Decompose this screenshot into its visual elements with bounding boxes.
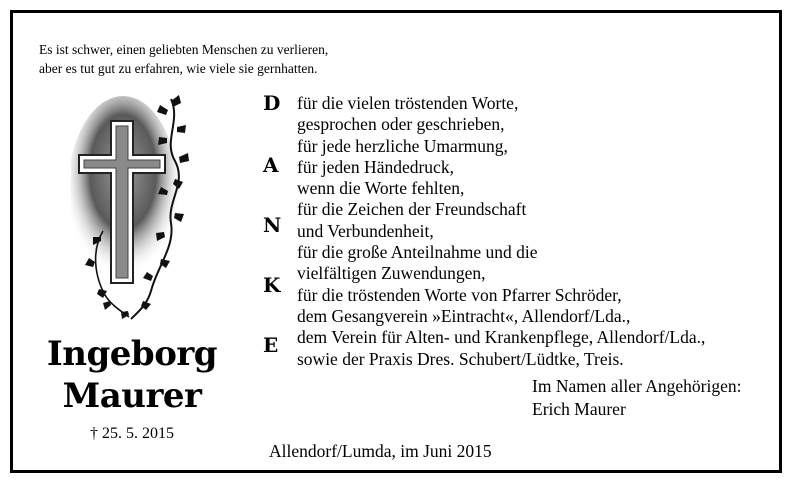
thanks-line: für die Zeichen der Freundschaft: [297, 199, 527, 220]
thanks-line: sowie der Praxis Dres. Schubert/Lüdtke, Treis.: [297, 348, 624, 369]
signature-block: [532, 375, 741, 421]
thanks-line: für die große Anteilnahme und die: [297, 242, 538, 263]
thanks-line: dem Gesangverein »Eintracht«, Allendorf/Lda.,: [297, 305, 631, 326]
danke-letter: D: [263, 91, 281, 115]
intro-quote: [39, 40, 328, 78]
thanks-line: vielfältigen Zuwendungen,: [297, 263, 486, 284]
thanks-line: dem Verein für Alten- und Krankenpflege, Allendorf/Lda.,: [297, 327, 706, 348]
thanks-line: für die tröstenden Worte von Pfarrer Schröder,: [297, 284, 622, 305]
danke-letter: K: [263, 273, 281, 297]
thanks-line: für die vielen tröstenden Worte,: [297, 93, 519, 113]
death-date: † 25. 5. 2015: [90, 425, 174, 442]
place-date: Allendorf/Lumda, im Juni 2015: [269, 441, 492, 461]
intro-line: aber es tut gut zu erfahren, wie viele sie gernhatten.: [39, 61, 318, 76]
thanks-line: gesprochen oder geschrieben,: [297, 114, 505, 135]
danke-letter: N: [263, 213, 282, 237]
last-name: Maurer: [62, 376, 202, 416]
danke-letter: A: [263, 153, 279, 177]
cross-with-ivy-icon: [71, 91, 201, 323]
thanks-line: für jeden Händedruck,: [297, 156, 454, 177]
thanks-line: und Verbundenheit,: [297, 220, 434, 241]
deceased-name: [37, 333, 227, 417]
obituary-notice: [10, 10, 782, 473]
thanks-line: wenn die Worte fehlten,: [297, 178, 465, 199]
signer-name: Erich Maurer: [532, 399, 626, 419]
intro-line: Es ist schwer, einen geliebten Menschen zu verlieren,: [39, 42, 329, 57]
thanks-line: für jede herzliche Umarmung,: [297, 135, 508, 156]
first-name: Ingeborg: [46, 334, 218, 374]
signature-line: Im Namen aller Angehörigen:: [532, 376, 742, 396]
thanks-text: [297, 93, 705, 370]
danke-letter: E: [263, 333, 279, 357]
